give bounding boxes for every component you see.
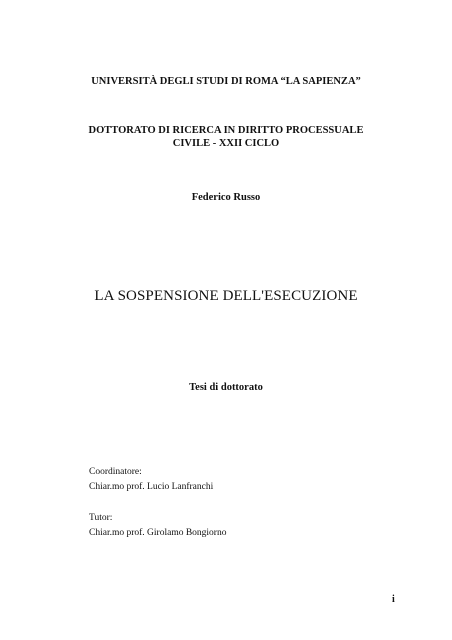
tutor-name: Chiar.mo prof. Girolamo Bongiorno — [89, 528, 227, 538]
page-number: i — [392, 594, 395, 605]
author-name: Federico Russo — [191, 192, 261, 203]
thesis-title: LA SOSPENSIONE DELL'ESECUZIONE — [94, 288, 358, 304]
doctorate-program — [0, 124, 452, 150]
coordinator-block — [89, 465, 213, 495]
tutor-block — [89, 511, 226, 541]
coordinator-name: Chiar.mo prof. Lucio Lanfranchi — [89, 482, 214, 492]
doctorate-program-line-1: DOTTORATO DI RICERCA IN DIRITTO PROCESSUALE — [88, 125, 364, 136]
university-name: UNIVERSITÀ DEGLI STUDI DI ROMA “LA SAPIENZA” — [91, 76, 361, 87]
tutor-label: Tutor: — [89, 513, 113, 523]
doctorate-program-line-2: CIVILE - XXII CICLO — [172, 138, 280, 149]
coordinator-label: Coordinatore: — [89, 467, 142, 477]
thesis-type: Tesi di dottorato — [189, 382, 263, 393]
